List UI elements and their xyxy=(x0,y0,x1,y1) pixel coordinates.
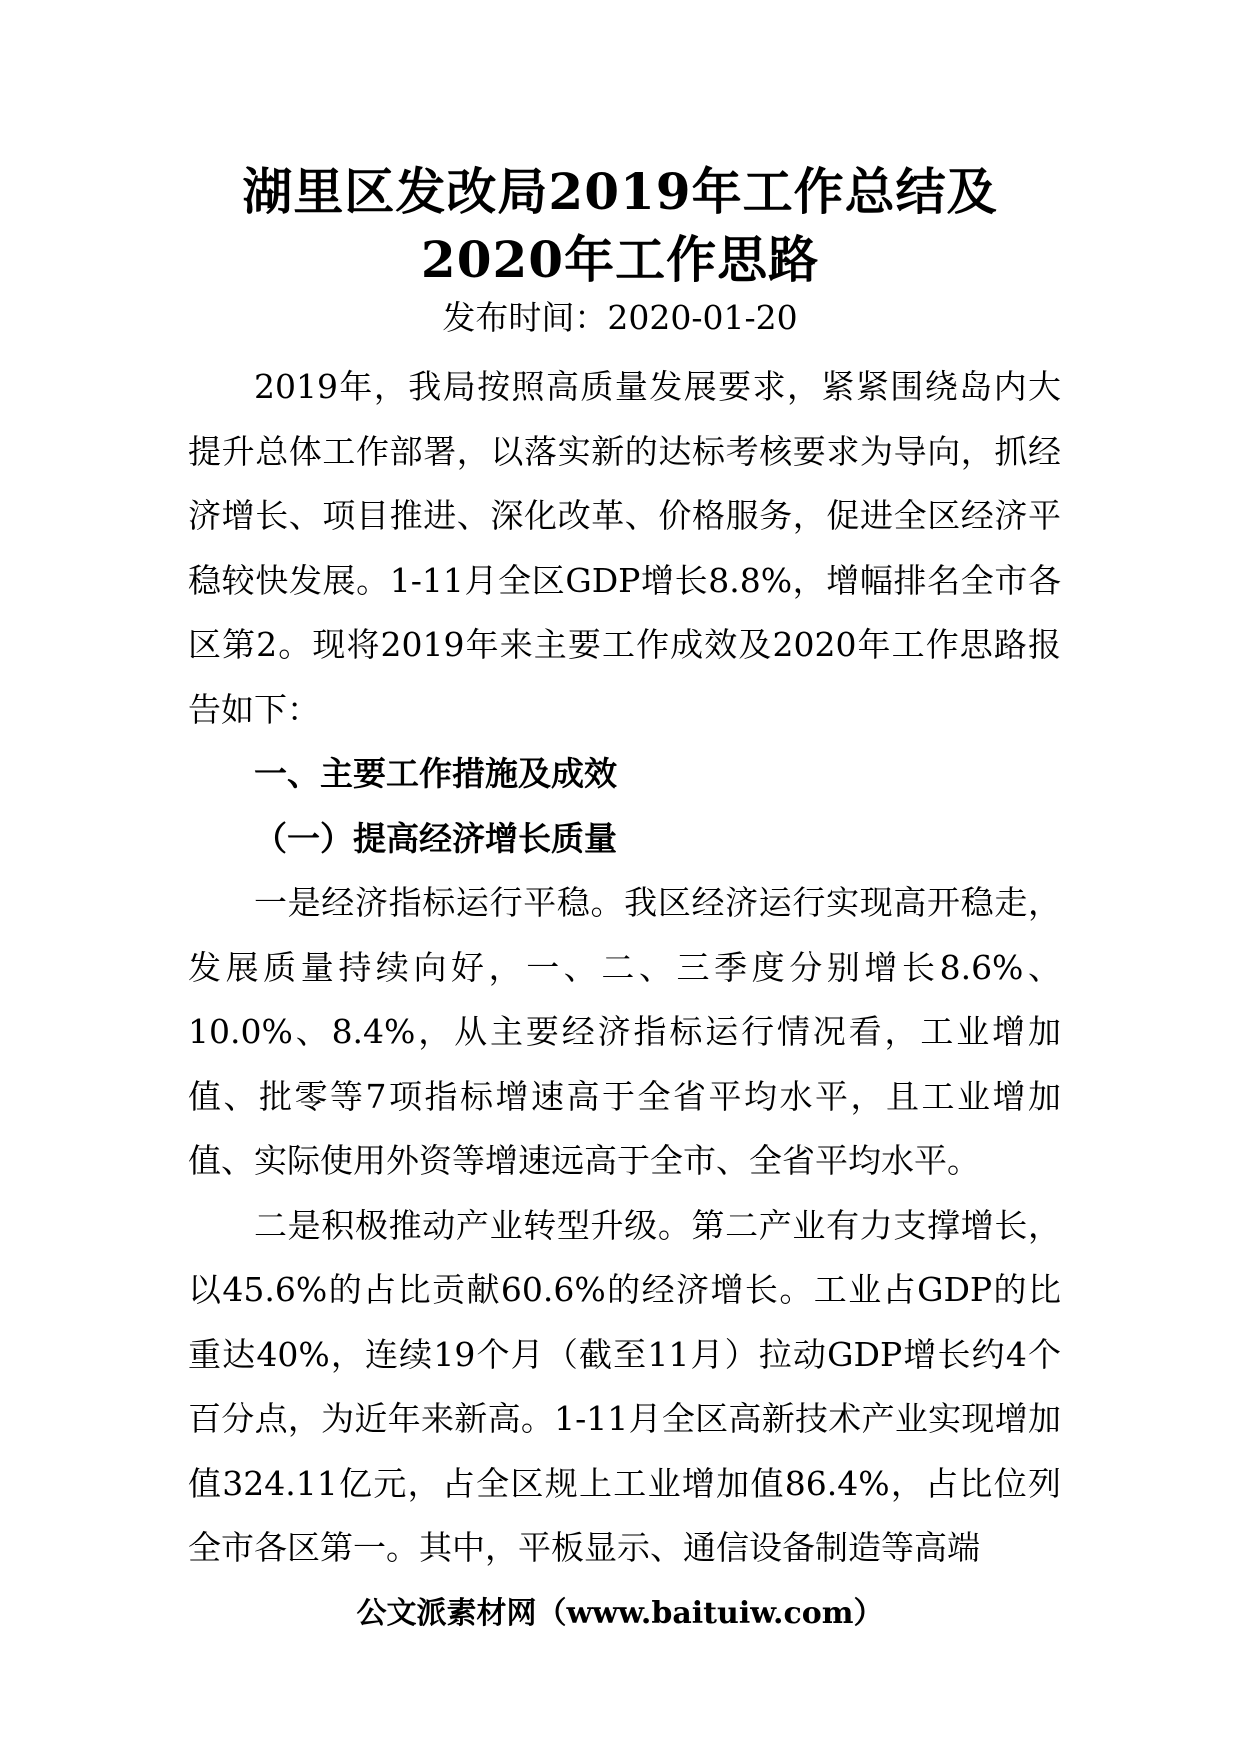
paragraph-economy: 一是经济指标运行平稳。我区经济运行实现高开稳走，发展质量持续向好，一、二、三季度分别增长8.6%、10.0%、8.4%，从主要经济指标运行情况看，工业增加值、批零等7项指标增速高于全省平均水平，且工业增加值、实际使用外资等增速远高于全市、全省平均水平。 xyxy=(188,883,1061,1180)
paragraph-industry: 二是积极推动产业转型升级。第二产业有力支撑增长，以45.6%的占比贡献60.6%的经济增长。工业占GDP的比重达40%，连续19个月（截至11月）拉动GDP增长约4个百分点，为近年来新高。1-11月全区高新技术产业实现增加值324.11亿元，占全区规上工业增加值86.4%，占比位列全市各区第一。其中，平板显示、通信设备制造等高端 xyxy=(188,1205,1061,1567)
section-heading: 一、主要工作措施及成效 xyxy=(254,754,617,793)
subsection-heading: （一）提高经济增长质量 xyxy=(254,818,617,858)
document-body xyxy=(188,355,1061,1581)
footer-source: 公文派素材网（www.baituiw.com） xyxy=(356,1596,884,1631)
paragraph-intro: 2019年，我局按照高质量发展要求，紧紧围绕岛内大提升总体工作部署，以落实新的达标考核要求为导向，抓经济增长、项目推进、深化改革、价格服务，促进全区经济平稳较快发展。1-11月全区GDP增长8.8%，增幅排名全市各区第2。现将2019年来主要工作成效及2020年工作思路报告如下： xyxy=(188,367,1061,729)
publish-date: 发布时间：2020-01-20 xyxy=(442,298,798,337)
document-title: 湖里区发改局2019年工作总结及2020年工作思路 xyxy=(242,162,998,289)
